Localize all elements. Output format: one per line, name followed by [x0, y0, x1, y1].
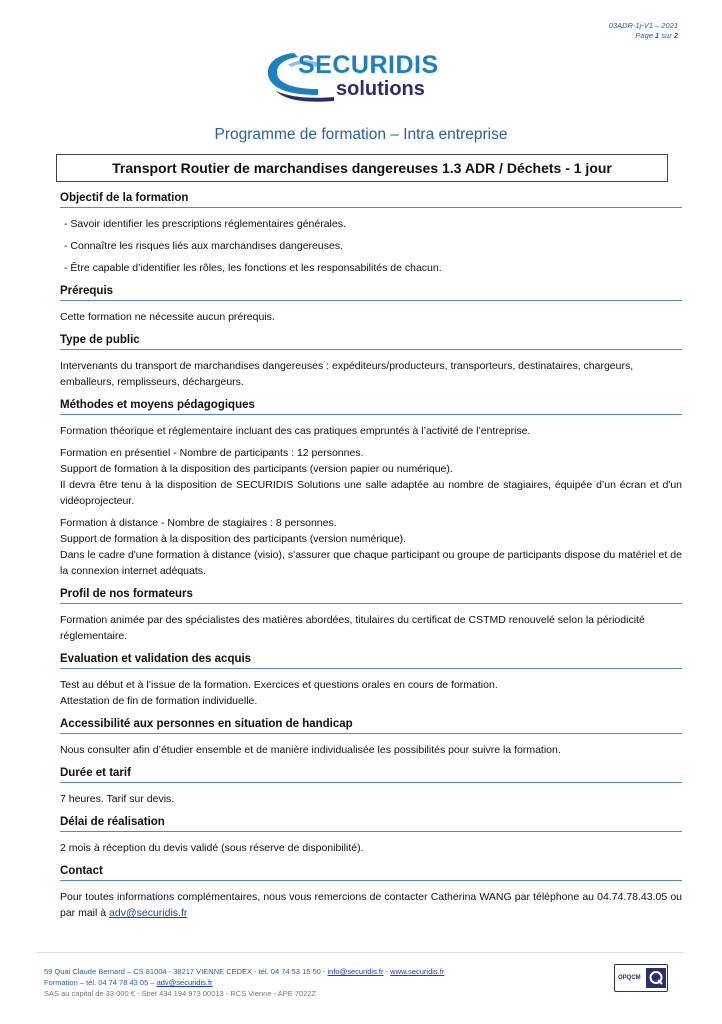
- profil-text: Formation animée par des spécialistes des matières abordées, titulaires du certificat de CSTMD renouvelé selon la périodicité réglementaire.: [60, 614, 645, 642]
- securidis-logo: [258, 45, 463, 107]
- footer-info-email-link[interactable]: info@securidis.fr: [327, 967, 384, 976]
- section-heading-contact: Contact: [60, 863, 682, 881]
- public-text: Intervenants du transport de marchandises dangereuses : expéditeurs/producteurs, transporteurs, destinataires, chargeurs, emballeurs, remplisseurs, déchargeurs.: [60, 360, 634, 388]
- footer-formation-line: [44, 977, 444, 988]
- section-heading-objectif: Objectif de la formation: [60, 190, 682, 208]
- evaluation-line-1: Test au début et à l’issue de la formation. Exercices et questions orales en cours de formation.: [60, 679, 498, 691]
- logo-word-solutions: solutions: [336, 78, 425, 100]
- footer-divider: [36, 952, 684, 953]
- logo-word-securidis: SECURIDIS: [298, 51, 439, 79]
- page-current: 1: [655, 31, 660, 40]
- delai-text: 2 mois à réception du devis validé (sous réserve de disponibilité).: [60, 842, 364, 854]
- accessibilite-text: Nous consulter afin d’étudier ensemble et de manière individualisée les possibilités pour suivre la formation.: [60, 744, 561, 756]
- ref-code: 03ADR-1j-V1 – 2021: [608, 21, 678, 30]
- list-item: - Être capable d’identifier les rôles, les fonctions et les responsabilités de chacun.: [64, 260, 682, 276]
- footer-adv-email-link[interactable]: adv@securidis.fr: [156, 978, 213, 987]
- q-certification-icon: [646, 968, 666, 988]
- page-sep: sur: [661, 31, 672, 40]
- training-title: Transport Routier de marchandises dangereuses 1.3 ADR / Déchets - 1 jour: [56, 154, 668, 182]
- footer-address-line: [44, 966, 444, 977]
- section-heading-duree: Durée et tarif: [60, 765, 682, 783]
- section-heading-public: Type de public: [60, 332, 682, 350]
- distance-stagiaires: Formation à distance - Nombre de stagiaires : 8 personnes.: [60, 517, 337, 529]
- section-heading-delai: Délai de réalisation: [60, 814, 682, 832]
- contact-email-link[interactable]: adv@securidis.fr: [109, 907, 188, 919]
- section-heading-methodes: Méthodes et moyens pédagogiques: [60, 397, 682, 415]
- page-number: [609, 31, 678, 41]
- duree-text: 7 heures. Tarif sur devis.: [60, 793, 175, 805]
- distance-support: Support de formation à la disposition des participants (version numérique).: [60, 533, 407, 545]
- footer-formation: Formation – tél. 04 74 78 43 05 –: [44, 978, 155, 987]
- presentiel-salle: Il devra être tenu à la disposition de SECURIDIS Solutions une salle adaptée au nombre de stagiaires, équipée d’un écran et d'un vidéoprojecteur.: [60, 479, 682, 507]
- section-heading-accessibilite: Accessibilité aux personnes en situation de handicap: [60, 716, 682, 734]
- document-reference: [609, 21, 678, 41]
- distance-materiel: Dans le cadre d'une formation à distance (visio), s'assurer que chaque participant ou groupe de participants dispose du matériel et de la connexion internet adéquats.: [60, 549, 682, 577]
- contact-text: [60, 889, 682, 921]
- footer-separator: -: [385, 967, 389, 976]
- objectives-list: [60, 216, 682, 276]
- contact-sentence: Pour toutes informations complémentaires, nous vous remercions de contacter Catherina WANG par téléphone au 04.74.78.43.05 ou par mail à: [60, 891, 682, 919]
- footer-website-link[interactable]: www.securidis.fr: [390, 967, 445, 976]
- list-item: - Savoir identifier les prescriptions réglementaires générales.: [64, 216, 682, 232]
- footer-address: 59 Quai Claude Bernard – CS 81004 - 38217 VIENNE CEDEX - tél. 04 74 53 15 50 -: [44, 967, 326, 976]
- methodes-intro: Formation théorique et réglementaire incluant des cas pratiques empruntés à l’activité de l’entreprise.: [60, 425, 531, 437]
- footer: [44, 966, 444, 999]
- presentiel-support: Support de formation à la disposition des participants (version papier ou numérique).: [60, 463, 453, 475]
- page-word: Page: [635, 31, 653, 40]
- list-item: - Connaître les risques liés aux marchandises dangereuses.: [64, 238, 682, 254]
- methodes-presentiel: [60, 445, 682, 509]
- section-heading-prerequis: Prérequis: [60, 283, 682, 301]
- programme-title: Programme de formation – Intra entreprise: [214, 126, 508, 143]
- prerequis-text: Cette formation ne nécessite aucun prérequis.: [60, 311, 275, 323]
- section-heading-evaluation: Evaluation et validation des acquis: [60, 651, 682, 669]
- page-total: 2: [673, 31, 678, 40]
- opqcm-label: OPQCM: [618, 975, 641, 981]
- presentiel-participants: Formation en présentiel - Nombre de participants : 12 personnes.: [60, 447, 364, 459]
- methodes-distance: [60, 515, 682, 579]
- document-body: [60, 190, 682, 927]
- section-heading-profil: Profil de nos formateurs: [60, 586, 682, 604]
- evaluation-text: [60, 677, 682, 709]
- footer-legal: SAS au capital de 33 000 € - Siret 434 194 973 00013 - RCS Vienne - APE 7022Z: [44, 989, 317, 998]
- opqcm-certification-badge: [614, 964, 668, 992]
- evaluation-line-2: Attestation de fin de formation individuelle.: [60, 695, 258, 707]
